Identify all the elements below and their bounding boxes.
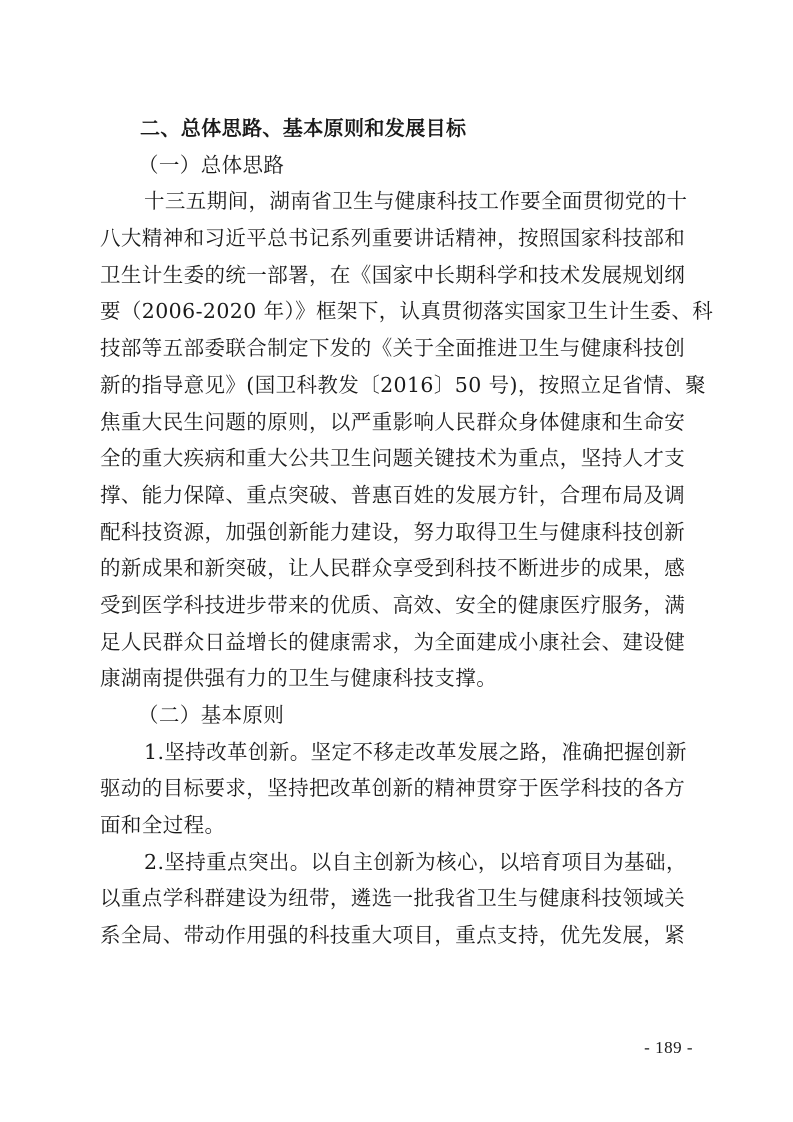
paragraph-line: 以重点学科群建设为纽带，遴选一批我省卫生与健康科技领域关 (100, 886, 686, 911)
paragraph-line: 受到医学科技进步带来的优质、高效、安全的健康医疗服务，满 (100, 592, 686, 617)
paragraph-line: 系全局、带动作用强的科技重大项目，重点支持，优先发展，紧 (100, 923, 686, 948)
paragraph-line: 要（2006-2020 年）》框架下，认真贯彻落实国家卫生计生委、科 (100, 299, 714, 324)
paragraph-line: 配科技资源，加强创新能力建设，努力取得卫生与健康科技创新 (100, 519, 686, 544)
paragraph-line: 卫生计生委的统一部署，在《国家中长期科学和技术发展规划纲 (100, 262, 686, 287)
paragraph-line: 八大精神和习近平总书记系列重要讲话精神，按照国家科技部和 (100, 226, 686, 251)
paragraph-line: 技部等五部委联合制定下发的《关于全面推进卫生与健康科技创 (100, 336, 686, 361)
paragraph-principle-reform-innovation (100, 734, 700, 844)
paragraph-overall-thinking (100, 183, 714, 697)
subsection-heading-overall-thinking: （一）总体思路 (138, 152, 285, 177)
subsection-heading-basic-principles: （二）基本原则 (138, 703, 285, 727)
paragraph-line: 新的指导意见》(国卫科教发〔2016〕50 号)，按照立足省情、聚 (100, 372, 706, 397)
paragraph-line: 2.坚持重点突出。以自主创新为核心，以培育项目为基础， (144, 849, 687, 874)
paragraph-line: 康湖南提供强有力的卫生与健康科技支撑。 (100, 666, 498, 691)
paragraph-line: 焦重大民生问题的原则，以严重影响人民群众身体健康和生命安 (100, 409, 686, 434)
paragraph-line: 足人民群众日益增长的健康需求，为全面建成小康社会、建设健 (100, 629, 686, 654)
paragraph-line: 十三五期间，湖南省卫生与健康科技工作要全面贯彻党的十 (144, 189, 688, 214)
paragraph-principle-key-focus (100, 844, 700, 954)
page-body (100, 110, 714, 954)
page-number: - 189 - (644, 1038, 693, 1057)
section-heading: 二、总体思路、基本原则和发展目标 (140, 116, 467, 140)
paragraph-line: 撑、能力保障、重点突破、普惠百姓的发展方针，合理布局及调 (100, 482, 686, 507)
paragraph-line: 面和全过程。 (100, 813, 226, 838)
paragraph-line: 的新成果和新突破，让人民群众享受到科技不断进步的成果，感 (100, 556, 686, 581)
paragraph-line: 1.坚持改革创新。坚定不移走改革发展之路，准确把握创新 (144, 739, 687, 764)
paragraph-line: 全的重大疾病和重大公共卫生问题关键技术为重点，坚持人才支 (100, 446, 686, 471)
paragraph-line: 驱动的目标要求，坚持把改革创新的精神贯穿于医学科技的各方 (100, 776, 686, 801)
